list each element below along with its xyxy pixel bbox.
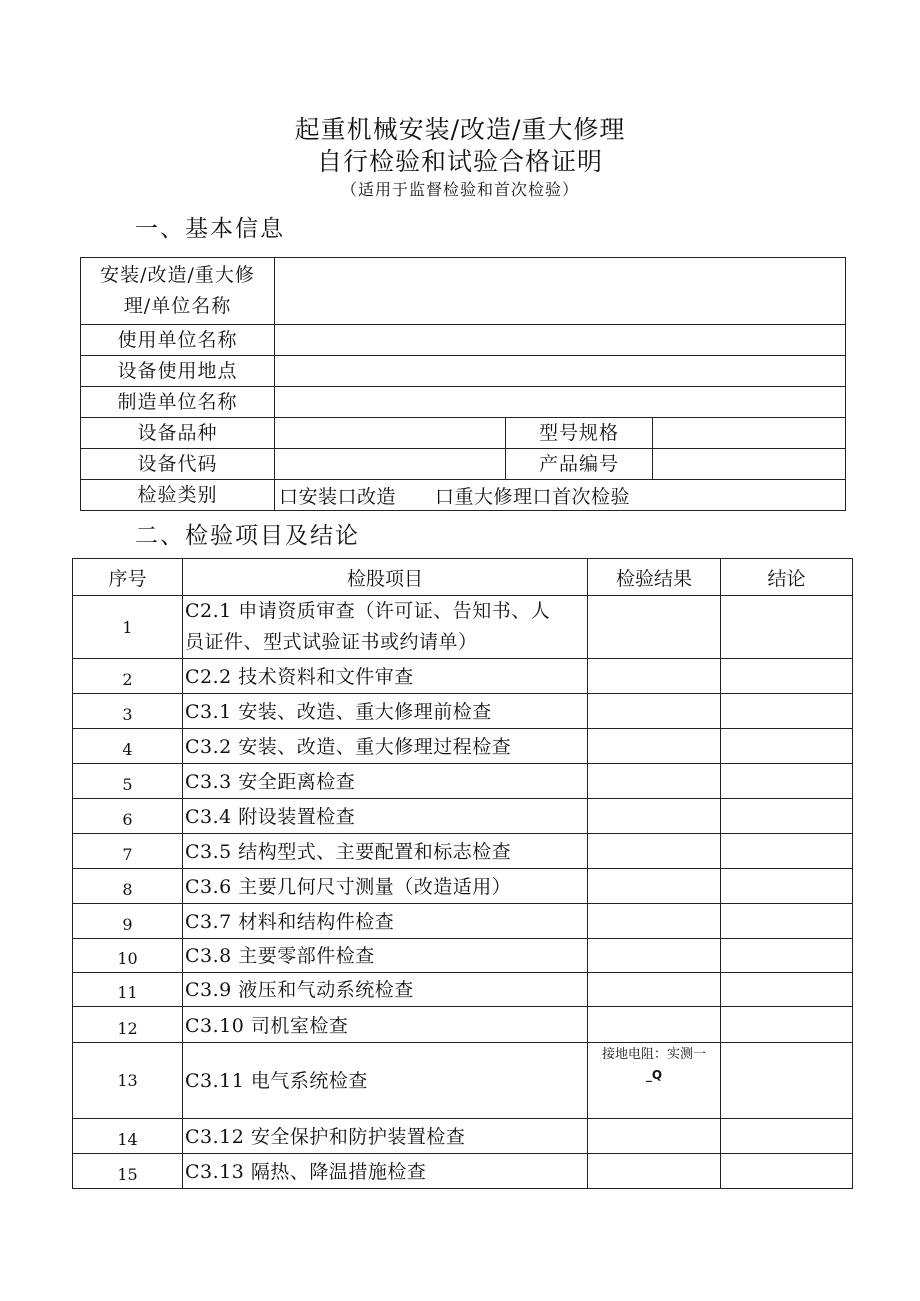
table-row	[73, 1007, 853, 1043]
table-row	[73, 1154, 853, 1189]
row-conclusion[interactable]	[721, 694, 853, 729]
equipment-code-label: 设备代码	[81, 449, 275, 480]
row-number: 2	[73, 659, 183, 694]
product-serial-label: 产品编号	[506, 449, 653, 480]
user-unit-label: 使用单位名称	[81, 325, 275, 356]
row-item: C2.2 技术资料和文件审查	[183, 659, 588, 694]
row-conclusion[interactable]	[721, 729, 853, 764]
row-result[interactable]	[588, 764, 721, 799]
row-conclusion[interactable]	[721, 596, 853, 659]
row-item: C3.4 附设装置检查	[183, 799, 588, 834]
document-title-line2: 自行检验和试验合格证明	[316, 147, 603, 176]
table-row	[73, 799, 853, 834]
row-result[interactable]	[588, 1043, 721, 1119]
table-row	[73, 729, 853, 764]
table-row	[73, 834, 853, 869]
row-number: 10	[73, 939, 183, 973]
use-location-label: 设备使用地点	[81, 356, 275, 387]
row-number: 5	[73, 764, 183, 799]
row-item: C3.6 主要几何尺寸测量（改造适用）	[183, 869, 588, 904]
installer-label-line2: 理/单位名称	[123, 295, 232, 317]
row-result[interactable]	[588, 729, 721, 764]
equipment-variety-value[interactable]	[275, 418, 506, 449]
document-subtitle: （适用于监督检验和首次检验）	[340, 180, 579, 199]
row-conclusion[interactable]	[721, 764, 853, 799]
row-number: 7	[73, 834, 183, 869]
inspection-items-table	[72, 558, 853, 1189]
installer-label-line1: 安装/改造/重大修	[100, 264, 255, 286]
row-number: 9	[73, 904, 183, 939]
row-number: 13	[73, 1043, 183, 1119]
section-items-heading: 二、检验项目及结论	[135, 523, 360, 549]
row-item: C3.2 安装、改造、重大修理过程检查	[183, 729, 588, 764]
installer-name-value[interactable]	[275, 258, 846, 325]
row-item: C3.7 材料和结构件检查	[183, 904, 588, 939]
row-conclusion[interactable]	[721, 973, 853, 1007]
row-conclusion[interactable]	[721, 869, 853, 904]
ground-resistance-text: 接地电阻：实测一	[601, 1047, 706, 1062]
table-row	[73, 596, 853, 659]
row-item: C3.12 安全保护和防护装置检查	[183, 1119, 588, 1154]
row-result[interactable]	[588, 904, 721, 939]
row-item: C3.11 电气系统检查	[183, 1043, 588, 1119]
row-number: 11	[73, 973, 183, 1007]
product-serial-value[interactable]	[653, 449, 846, 480]
manufacturer-value[interactable]	[275, 387, 846, 418]
section-basic-info-heading: 一、基本信息	[135, 216, 285, 242]
row-conclusion[interactable]	[721, 904, 853, 939]
row-item: C3.13 隔热、降温措施检查	[183, 1154, 588, 1189]
row-number: 14	[73, 1119, 183, 1154]
column-header-no: 序号	[73, 559, 183, 596]
table-row	[73, 904, 853, 939]
row-result[interactable]	[588, 1119, 721, 1154]
row-conclusion[interactable]	[721, 834, 853, 869]
basic-info-table	[80, 257, 846, 511]
row-item: C3.9 液压和气动系统检查	[183, 973, 588, 1007]
model-spec-label: 型号规格	[506, 418, 653, 449]
table-row	[73, 1119, 853, 1154]
row-conclusion[interactable]	[721, 799, 853, 834]
row-result[interactable]	[588, 1007, 721, 1043]
row-item	[183, 596, 588, 659]
table-row	[73, 869, 853, 904]
document-title-line1: 起重机械安装/改造/重大修理	[294, 115, 626, 144]
table-row	[73, 939, 853, 973]
column-header-item: 检股项目	[183, 559, 588, 596]
row-result[interactable]	[588, 939, 721, 973]
row-result[interactable]	[588, 869, 721, 904]
row-number: 8	[73, 869, 183, 904]
model-spec-value[interactable]	[653, 418, 846, 449]
row-number: 15	[73, 1154, 183, 1189]
row-result[interactable]	[588, 834, 721, 869]
row-result[interactable]	[588, 1154, 721, 1189]
use-location-value[interactable]	[275, 356, 846, 387]
table-row	[73, 694, 853, 729]
row-conclusion[interactable]	[721, 1007, 853, 1043]
ground-resistance-unit: _Q	[645, 1068, 663, 1082]
user-unit-value[interactable]	[275, 325, 846, 356]
row-number: 4	[73, 729, 183, 764]
row-number: 1	[73, 596, 183, 659]
row-number: 12	[73, 1007, 183, 1043]
table-row	[73, 764, 853, 799]
row-item: C3.3 安全距离检查	[183, 764, 588, 799]
row-conclusion[interactable]	[721, 1154, 853, 1189]
equipment-code-value[interactable]	[275, 449, 506, 480]
row-result[interactable]	[588, 659, 721, 694]
row-item: C3.5 结构型式、主要配置和标志检查	[183, 834, 588, 869]
installer-name-label	[81, 258, 275, 325]
table-row	[73, 1043, 853, 1119]
row-item: C3.10 司机室检查	[183, 1007, 588, 1043]
row-result[interactable]	[588, 973, 721, 1007]
table-row	[73, 659, 853, 694]
column-header-result: 检验结果	[588, 559, 721, 596]
row-conclusion[interactable]	[721, 1119, 853, 1154]
column-header-conclusion: 结论	[721, 559, 853, 596]
inspection-category-options[interactable]: 口安装口改造 口重大修理口首次检验	[275, 480, 846, 511]
row-conclusion[interactable]	[721, 659, 853, 694]
row-number: 6	[73, 799, 183, 834]
manufacturer-label: 制造单位名称	[81, 387, 275, 418]
row-item: C3.8 主要零部件检查	[183, 939, 588, 973]
row-item-line2: 员证件、型式试验证书或约请单）	[185, 631, 478, 653]
row-conclusion[interactable]	[721, 1043, 853, 1119]
row-result[interactable]	[588, 596, 721, 659]
row-item-line1: C2.1 申请资质审查（许可证、告知书、人	[185, 600, 551, 622]
equipment-variety-label: 设备品种	[81, 418, 275, 449]
row-conclusion[interactable]	[721, 939, 853, 973]
row-item: C3.1 安装、改造、重大修理前检查	[183, 694, 588, 729]
table-row	[73, 973, 853, 1007]
inspection-category-label: 检验类别	[81, 480, 275, 511]
row-result[interactable]	[588, 694, 721, 729]
row-number: 3	[73, 694, 183, 729]
row-result[interactable]	[588, 799, 721, 834]
